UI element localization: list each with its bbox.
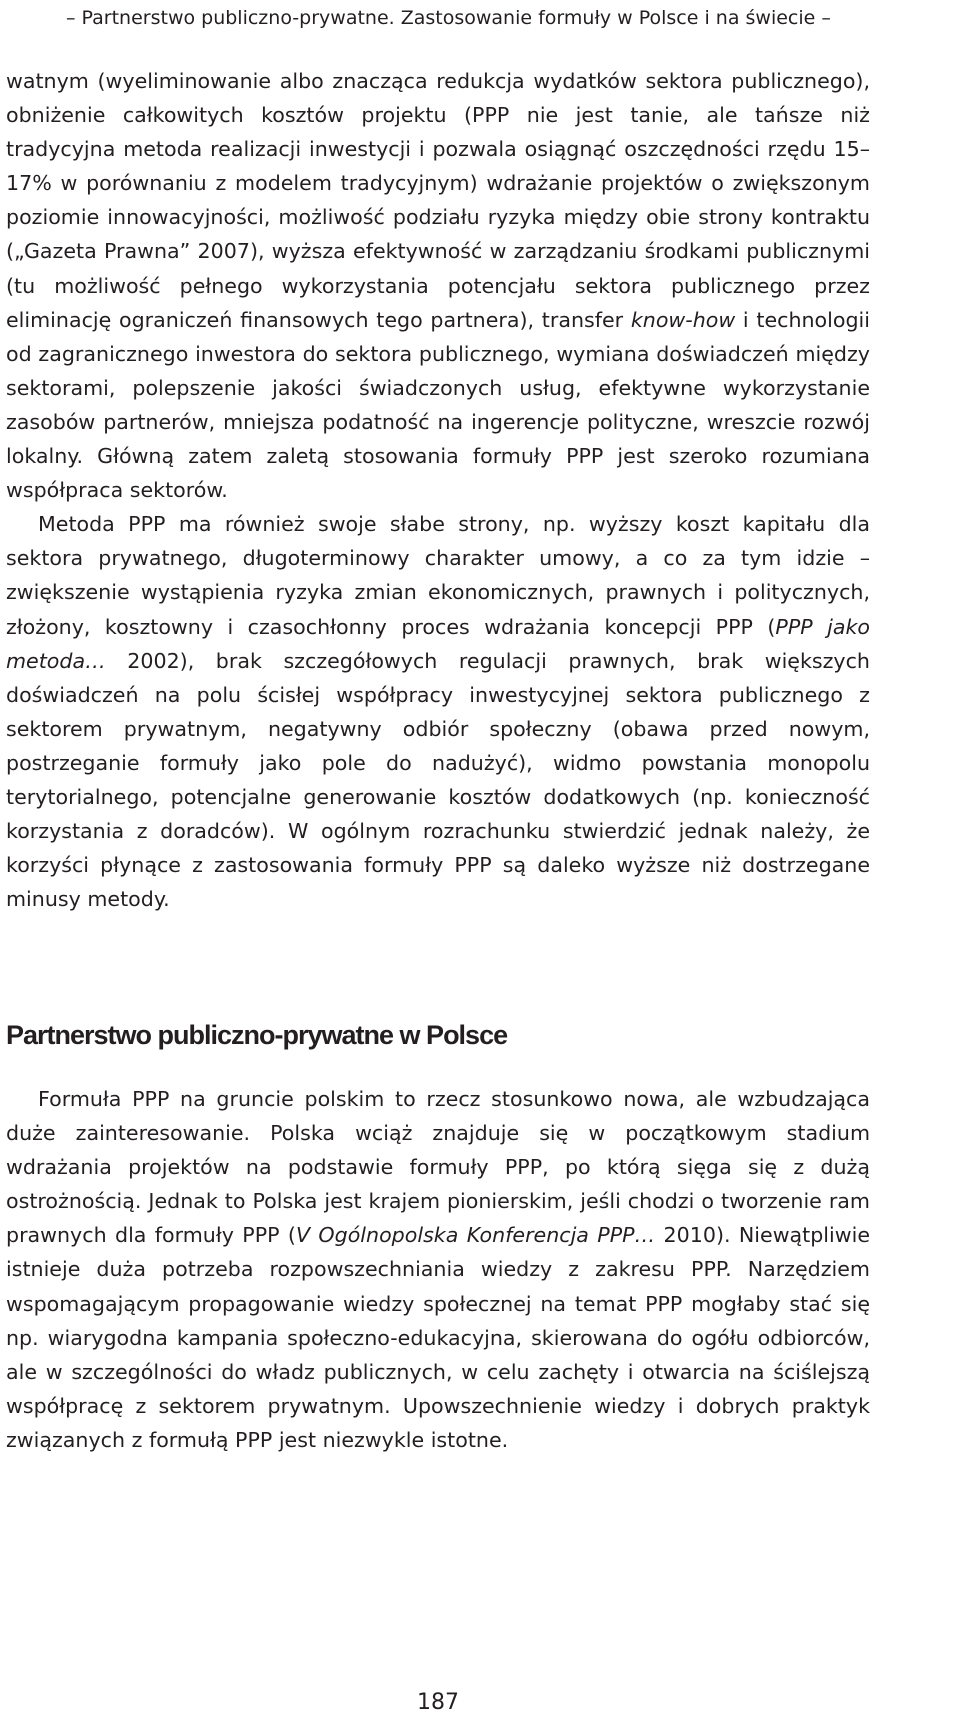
section-2-body xyxy=(6,1082,870,1457)
italic-term: know-how xyxy=(630,307,736,332)
page-number: 187 xyxy=(417,1690,459,1715)
paragraph-text: Formuła PPP na gruncie polskim to rzecz stosunkowo nowa, ale wzbudzająca duże zainteresowanie. Polska wciąż znajduje się w początkowym stadium wdrażania projektów na podstawie formuły PPP, po którą sięga się z dużą ostrożnością. Jednak to Polska jest krajem pionierskim, jeśli chodzi o tworzenie ram prawnych dla formuły PPP ( xyxy=(6,1087,870,1248)
paragraph-weaknesses xyxy=(6,507,870,916)
section-heading: Partnerstwo publiczno-prywatne w Polsce xyxy=(6,1020,508,1050)
italic-citation: V Ogólnopolska Konferencja PPP… xyxy=(295,1223,656,1248)
paragraph-advantages xyxy=(6,64,870,507)
running-header: – Partnerstwo publiczno-prywatne. Zastosowanie formuły w Polsce i na świecie – xyxy=(66,7,831,29)
paragraph-text: 2010). Niewątpliwie istnieje duża potrzeba rozpowszechniania wiedzy z zakresu PPP. Narzędziem wspomagającym propagowanie wiedzy społecznej na temat PPP mogłaby stać się np. wiarygodna kampania społeczno-edukacyjna, skierowana do ogółu odbiorców, ale w szczególności do władz publicznych, w celu zachęty i otwarcia na ściślejszą współpracę z sektorem prywatnym. Upowszechnienie wiedzy i dobrych praktyk związanych z formułą PPP jest niezwykle istotne. xyxy=(6,1223,870,1452)
paragraph-text: i technologii od zagranicznego inwestora do sektora publicznego, wymiana doświadczeń między sektorami, polepszenie jakości świadczonych usług, efektywne wykorzystanie zasobów partnerów, mniejsza podatność na ingerencje polityczne, wreszcie rozwój lokalny. Główną zatem zaletą stosowania formuły PPP jest szeroko rozumiana współpraca sektorów. xyxy=(6,307,870,503)
paragraph-text: watnym (wyeliminowanie albo znacząca redukcja wydatków sektora publicznego), obniżenie całkowitych kosztów projektu (PPP nie jest tanie, ale tańsze niż tradycyjna metoda realizacji inwestycji i pozwala osiągnąć oszczędności rzędu 15–17% w porównaniu z modelem tradycyjnym) wdrażanie projektów o zwiększonym poziomie innowacyjności, możliwość podziału ryzyka między obie strony kontraktu („Gazeta Prawna” 2007), wyższa efektywność w zarządzaniu środkami publicznymi (tu możliwość pełnego wykorzystania potencjału sektora publicznego przez eliminację ograniczeń finansowych tego partnera), transfer xyxy=(6,69,870,332)
paragraph-text: Metoda PPP ma również swoje słabe strony, np. wyższy koszt kapitału dla sektora prywatnego, długoterminowy charakter umowy, a co za tym idzie – zwiększenie wystąpienia ryzyka zmian ekonomicznych, prawnych i politycznych, złożony, kosztowny i czasochłonny proces wdrażania koncepcji PPP ( xyxy=(6,512,870,639)
paragraph-ppp-poland xyxy=(6,1082,870,1457)
paragraph-text: 2002), brak szczegółowych regulacji prawnych, brak większych doświadczeń na polu ścisłej współpracy inwestycyjnej sektora publicznego z sektorem prywatnym, negatywny odbiór społeczny (obawa przed nowym, postrzeganie formuły jako pole do nadużyć), widmo powstania monopolu terytorialnego, potencjalne generowanie kosztów dodatkowych (np. konieczność korzystania z doradców). W ogólnym rozrachunku stwierdzić jednak należy, że korzyści płynące z zastosowania formuły PPP są daleko wyższe niż dostrzegane minusy metody. xyxy=(6,648,870,912)
italic-citation: PPP jako metoda… xyxy=(6,614,870,673)
section-1-body xyxy=(6,64,870,916)
